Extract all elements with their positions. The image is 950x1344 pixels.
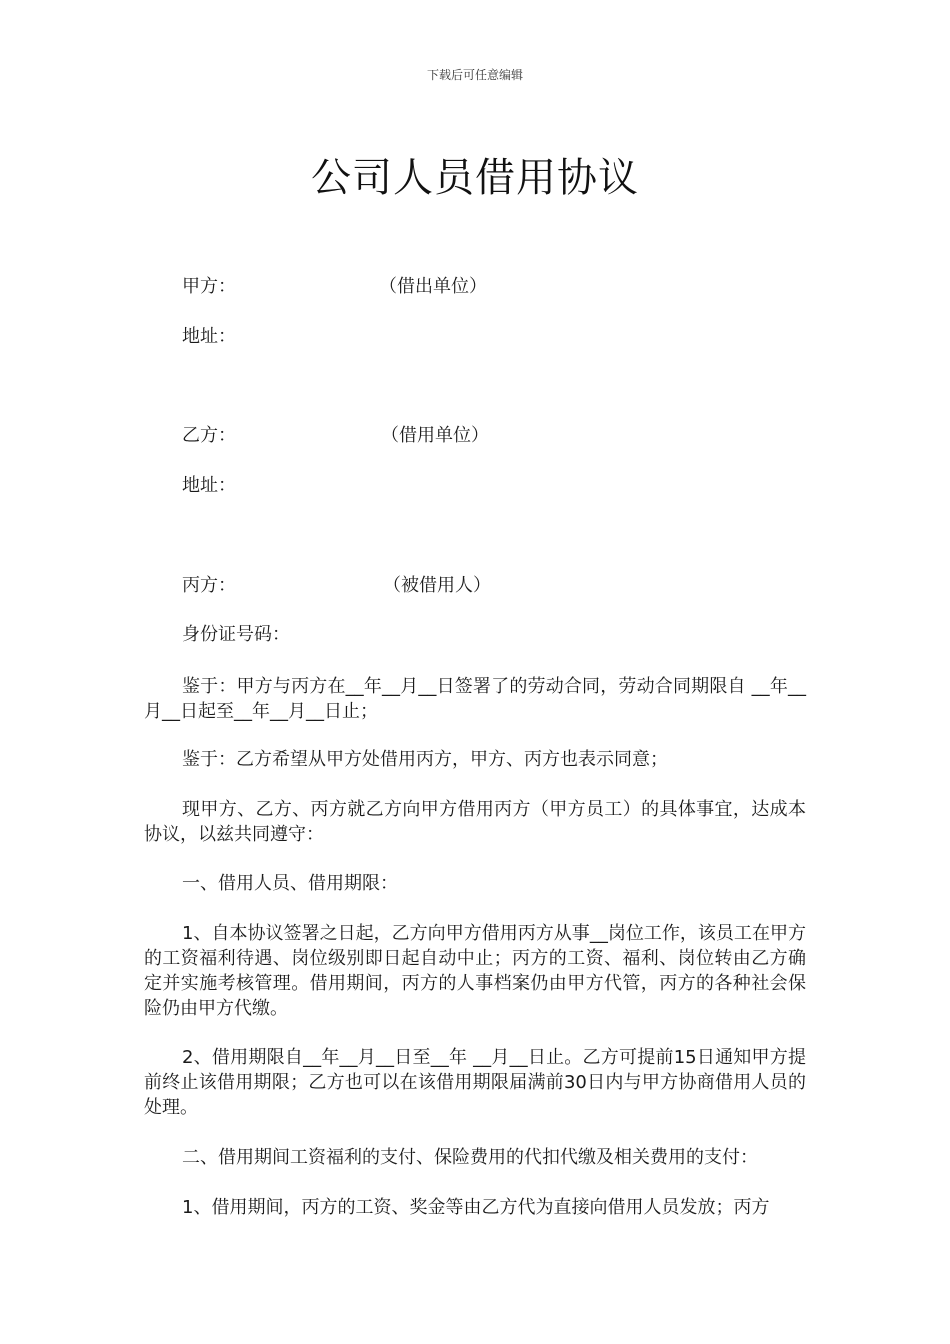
party-a-address-label: 地址： [182, 326, 236, 347]
section-heading-1: 一、借用人员、借用期限： [182, 873, 398, 894]
section-heading-2: 二、借用期间工资福利的支付、保险费用的代扣代缴及相关费用的支付： [182, 1147, 758, 1168]
party-c-id-label: 身份证号码： [182, 624, 290, 645]
party-c-note: （被借用人） [383, 575, 491, 596]
paragraph-agreement-intro: 现甲方、乙方、丙方就乙方向甲方借用丙方（甲方员工）的具体事宜，达成本协议，以兹共同遵守： [144, 799, 806, 845]
party-b-label: 乙方： [182, 425, 236, 446]
clause-1-2: 2、借用期限自__年__月__日至__年 __月__日止。乙方可提前15日通知甲方提前终止该借用期限；乙方也可以在该借用期限届满前30日内与甲方协商借用人员的处理。 [144, 1047, 806, 1118]
party-c-label: 丙方： [182, 575, 236, 596]
clause-2-1: 1、借用期间，丙方的工资、奖金等由乙方代为直接向借用人员发放；丙方 [182, 1197, 770, 1218]
document-title: 公司人员借用协议 [311, 155, 639, 201]
party-a-note: （借出单位） [379, 276, 487, 297]
party-b-address-label: 地址： [182, 475, 236, 496]
party-b-note: （借用单位） [381, 425, 489, 446]
party-a-label: 甲方： [182, 276, 236, 297]
header-note: 下载后可任意编辑 [426, 68, 523, 82]
paragraph-whereas-contract: 鉴于：甲方与丙方在__年__月__日签署了的劳动合同，劳动合同期限自 __年__月__日起至__年__月__日止； [144, 676, 806, 722]
paragraph-whereas-consent: 鉴于：乙方希望从甲方处借用丙方，甲方、丙方也表示同意； [182, 749, 668, 770]
clause-1-1: 1、自本协议签署之日起，乙方向甲方借用丙方从事__岗位工作，该员工在甲方的工资福利待遇、岗位级别即日起自动中止；丙方的工资、福利、岗位转由乙方确定并实施考核管理。借用期间，丙方的人事档案仍由甲方代管，丙方的各种社会保险仍由甲方代缴。 [144, 923, 806, 1019]
